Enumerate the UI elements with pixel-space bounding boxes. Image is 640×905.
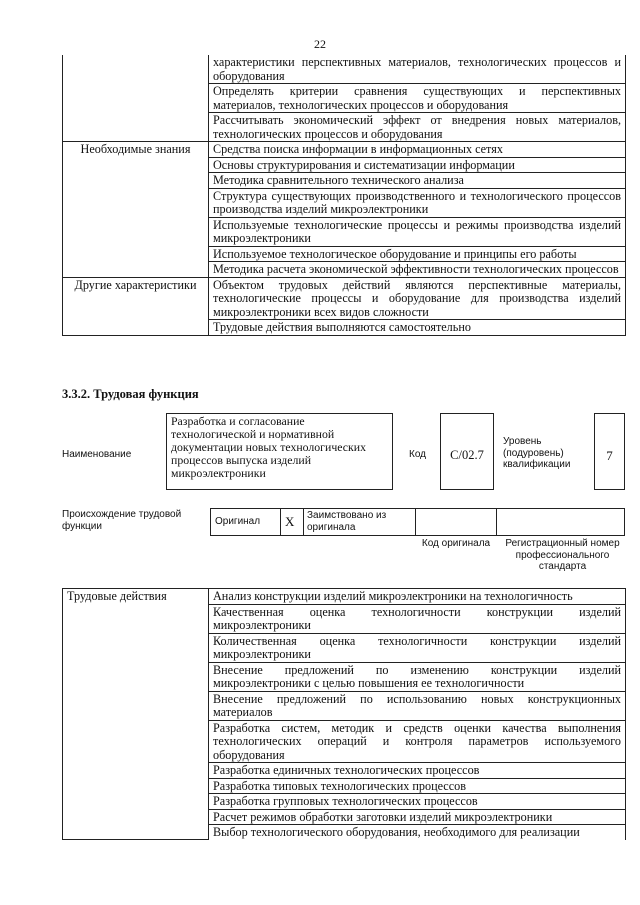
table-cell: Используемые технологические процессы и режимы производства изделий микроэлектроники — [209, 217, 626, 246]
table-cell: Трудовые действия выполняются самостоятельно — [209, 320, 626, 336]
original-code-caption: Код оригинала — [421, 538, 491, 549]
table-cell: Количественная оценка технологичности конструкции изделий микроэлектроники — [209, 633, 626, 662]
table-cell: Основы структурирования и систематизации информации — [209, 157, 626, 173]
table-row — [63, 142, 626, 158]
skills-knowledge-table — [62, 55, 626, 336]
labor-actions-table — [62, 588, 626, 840]
origin-table — [210, 508, 625, 536]
level-label: Уровень (подуровень) квалификации — [503, 436, 571, 470]
table-cell: Структура существующих производственного и технологического процессов производства изделий микроэлектроники — [209, 188, 626, 217]
table-cell: Внесение предложений по использованию новых конструкционных материалов — [209, 691, 626, 720]
table-cell: характеристики перспективных материалов, технологических процессов и оборудования — [209, 55, 626, 84]
page-number: 22 — [314, 37, 326, 51]
row-label-knowledge: Необходимые знания — [63, 142, 209, 278]
table-cell: Анализ конструкции изделий микроэлектроники на технологичность — [209, 589, 626, 605]
function-name-box: Разработка и согласование технологической и нормативной документации новых технологических процессов выпуска изделий микроэлектроники — [166, 413, 393, 490]
table-cell: Качественная оценка технологичности конструкции изделий микроэлектроники — [209, 604, 626, 633]
level-box: 7 — [594, 413, 625, 490]
row-label-other: Другие характеристики — [63, 277, 209, 335]
table-cell: Разработка единичных технологических процессов — [209, 763, 626, 779]
registration-number-caption: Регистрационный номер профессионального стандарта — [505, 538, 620, 572]
table-cell: Средства поиска информации в информационных сетях — [209, 142, 626, 158]
borrowed-label: Заимствовано из оригинала — [307, 510, 387, 533]
table-row — [63, 589, 626, 605]
table-cell: Определять критерии сравнения существующих и перспективных материалов, технологических процессов и оборудования — [209, 84, 626, 113]
original-label: Оригинал — [215, 516, 261, 527]
original-mark: X — [285, 514, 295, 529]
table-cell: Выбор технологического оборудования, необходимого для реализации — [209, 825, 626, 840]
table-row — [63, 55, 626, 84]
origin-label: Происхождение трудовой функции — [62, 509, 182, 532]
table-cell: Разработка групповых технологических процессов — [209, 794, 626, 810]
name-label: Наименование — [62, 449, 132, 460]
table-cell: Рассчитывать экономический эффект от внедрения новых материалов, технологических процессов и оборудования — [209, 113, 626, 142]
table-cell: Внесение предложений по изменению конструкции изделий микроэлектроники с целью повышения ее технологичности — [209, 662, 626, 691]
row-label-actions: Трудовые действия — [63, 589, 209, 840]
section-title: 3.3.2. Трудовая функция — [62, 387, 199, 401]
table-cell: Расчет режимов обработки заготовки изделий микроэлектроники — [209, 809, 626, 825]
code-box: C/02.7 — [440, 413, 494, 490]
table-row — [63, 277, 626, 320]
table-cell: Разработка систем, методик и средств оценки качества выполнения технологических операций и контроля параметров используемого оборудования — [209, 720, 626, 763]
table-cell: Объектом трудовых действий являются перспективные материалы, технологические процессы и оборудование для производства изделий микроэлектроники всех видов сложности — [209, 277, 626, 320]
table-cell: Разработка типовых технологических процессов — [209, 778, 626, 794]
table-cell: Методика сравнительного технического анализа — [209, 173, 626, 189]
row-label-skills-continued — [63, 55, 209, 142]
table-cell: Используемое технологическое оборудование и принципы его работы — [209, 246, 626, 262]
table-cell: Методика расчета экономической эффективности технологических процессов — [209, 262, 626, 278]
code-label: Код — [409, 449, 427, 460]
